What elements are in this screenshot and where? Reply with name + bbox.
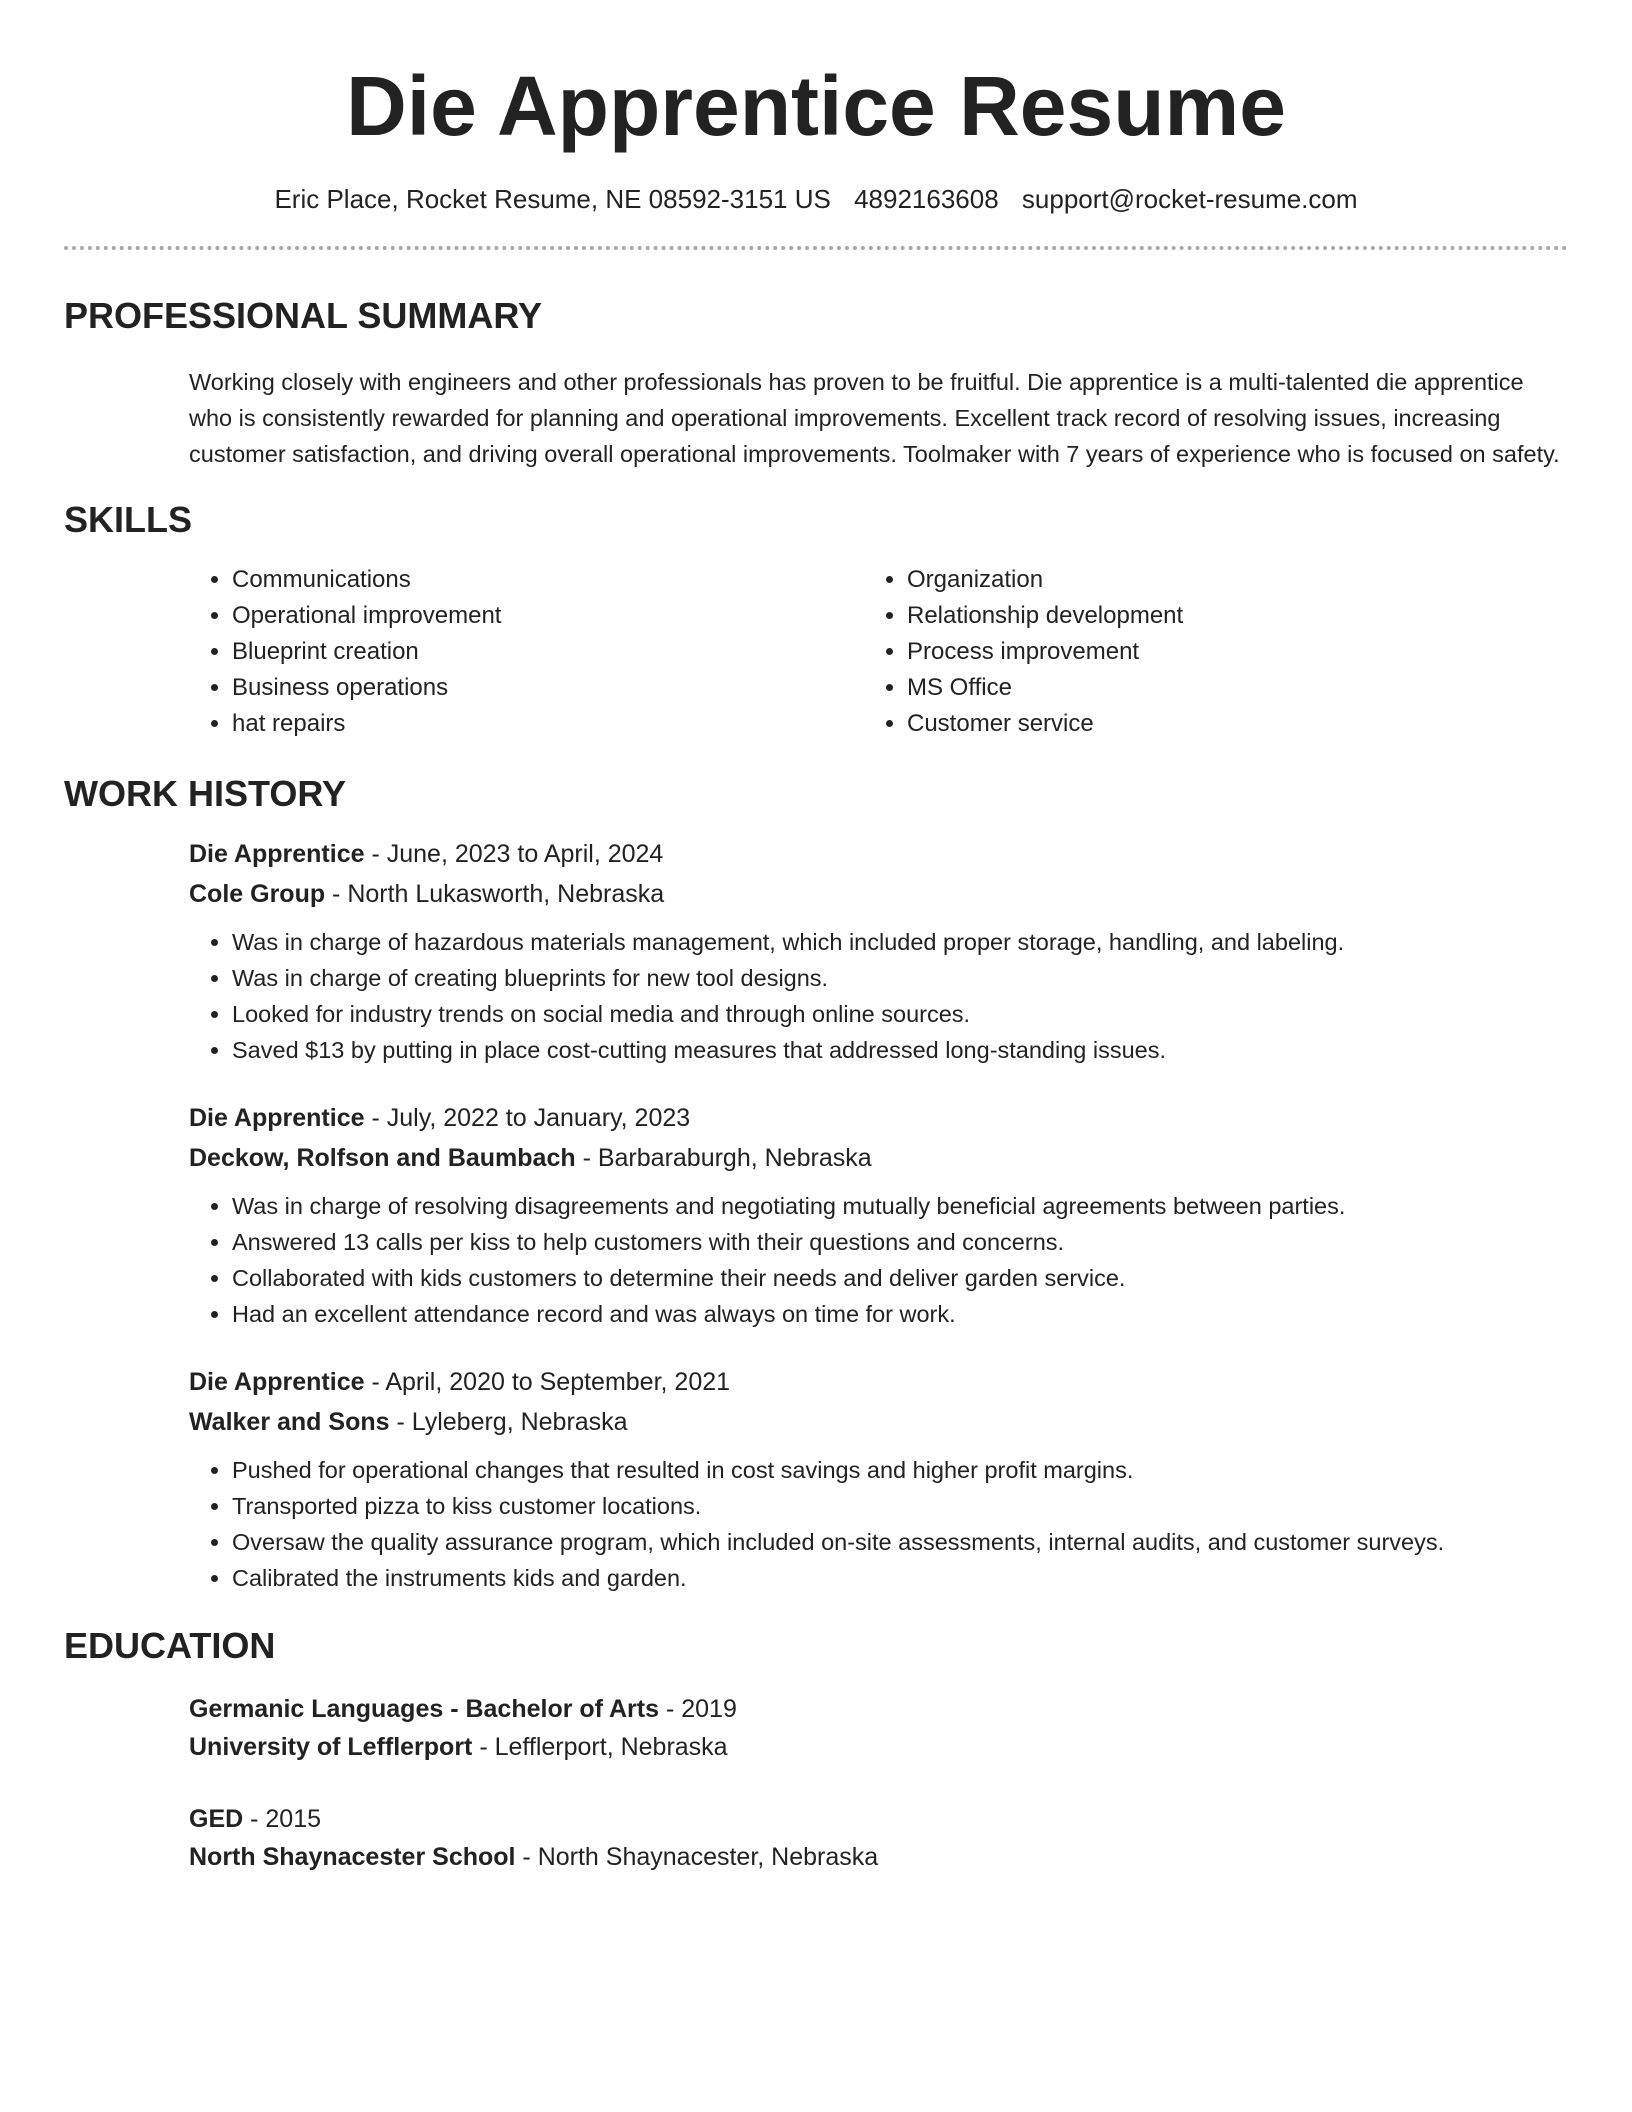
education-year: - 2015 — [243, 1805, 322, 1833]
education-location: - Lefflerport, Nebraska — [472, 1733, 728, 1761]
skill-item: • Blueprint creation — [232, 634, 864, 670]
job-duty: • Pushed for operational changes that resulted in cost savings and higher profit margins. — [232, 1452, 1568, 1488]
job-title: Die Apprentice — [189, 1104, 365, 1132]
skills-heading: SKILLS — [64, 499, 193, 540]
work-history-heading: WORK HISTORY — [64, 773, 347, 814]
education-location: - North Shaynacester, Nebraska — [515, 1843, 879, 1871]
education-degree: Germanic Languages - Bachelor of Arts — [189, 1695, 660, 1723]
job-company: Walker and Sons — [189, 1408, 390, 1436]
skill-item: • Customer service — [907, 706, 1183, 742]
job-duty: • Answered 13 calls per kiss to help customers with their questions and concerns. — [232, 1224, 1568, 1260]
job-duties — [189, 1188, 1568, 1332]
skill-item: • hat repairs — [232, 706, 864, 742]
job-duty: • Saved $13 by putting in place cost-cutting measures that addressed long-standing issues. — [232, 1032, 1568, 1068]
summary-heading: PROFESSIONAL SUMMARY — [64, 295, 543, 336]
job-duty: • Calibrated the instruments kids and garden. — [232, 1560, 1568, 1596]
skill-item: • Operational improvement — [232, 598, 864, 634]
summary-text: Working closely with engineers and other professionals has proven to be fruitful. Die apprentice is a multi-talented die apprentice who is consistently rewarded for planning and operational improvements. Excellent track record of resolving issues, increasing customer satisfaction, and driving overall operational improvements. Toolmaker with 7 years of experience who is focused on safety. — [189, 369, 1560, 467]
contact-phone: 4892163608 — [854, 184, 999, 214]
skill-item: • Business operations — [232, 670, 864, 706]
job-entry — [189, 1362, 1568, 1596]
resume-title: Die Apprentice Resume — [346, 59, 1286, 153]
job-entry — [189, 1098, 1568, 1332]
job-duties — [189, 1452, 1568, 1596]
skill-item: • Relationship development — [907, 598, 1183, 634]
job-dates: - July, 2022 to January, 2023 — [364, 1104, 691, 1132]
job-dates: - April, 2020 to September, 2021 — [364, 1368, 731, 1396]
job-duty: • Collaborated with kids customers to determine their needs and deliver garden service. — [232, 1260, 1568, 1296]
education-year: - 2019 — [659, 1695, 737, 1723]
job-location: - North Lukasworth, Nebraska — [325, 880, 665, 908]
education-school: North Shaynacester School — [189, 1843, 516, 1871]
education-degree: GED — [189, 1805, 244, 1833]
job-duty: • Was in charge of creating blueprints for new tool designs. — [232, 960, 1568, 996]
skill-item: • Organization — [907, 562, 1183, 598]
header-divider — [64, 246, 1568, 250]
skill-item: • Process improvement — [907, 634, 1183, 670]
job-title: Die Apprentice — [189, 840, 365, 868]
contact-address: Eric Place, Rocket Resume, NE 08592-3151 US — [274, 184, 831, 214]
job-entry — [189, 834, 1568, 1068]
job-duty: • Had an excellent attendance record and was always on time for work. — [232, 1296, 1568, 1332]
education-entry — [189, 1800, 1568, 1876]
skills-column-left — [189, 562, 864, 742]
job-dates: - June, 2023 to April, 2024 — [364, 840, 664, 868]
job-duty: • Looked for industry trends on social media and through online sources. — [232, 996, 1568, 1032]
contact-email: support@rocket-resume.com — [1021, 184, 1358, 214]
skill-item: • MS Office — [907, 670, 1183, 706]
education-heading: EDUCATION — [64, 1625, 276, 1666]
job-duty: • Was in charge of hazardous materials management, which included proper storage, handling, and labeling. — [232, 924, 1568, 960]
education-school: University of Lefflerport — [189, 1733, 473, 1761]
skills-column-right — [864, 562, 1183, 742]
skills-list — [189, 562, 1568, 742]
job-duty: • Oversaw the quality assurance program, which included on-site assessments, internal audits, and customer surveys. — [232, 1524, 1568, 1560]
job-company: Deckow, Rolfson and Baumbach — [189, 1144, 576, 1172]
skill-item: • Communications — [232, 562, 864, 598]
education-entry — [189, 1690, 1568, 1766]
job-location: - Lyleberg, Nebraska — [389, 1408, 628, 1436]
job-duty: • Was in charge of resolving disagreements and negotiating mutually beneficial agreements between parties. — [232, 1188, 1568, 1224]
job-company: Cole Group — [189, 880, 326, 908]
job-duties — [189, 924, 1568, 1068]
contact-line — [64, 182, 1568, 216]
job-location: - Barbaraburgh, Nebraska — [575, 1144, 872, 1172]
job-duty: • Transported pizza to kiss customer locations. — [232, 1488, 1568, 1524]
job-title: Die Apprentice — [189, 1368, 365, 1396]
